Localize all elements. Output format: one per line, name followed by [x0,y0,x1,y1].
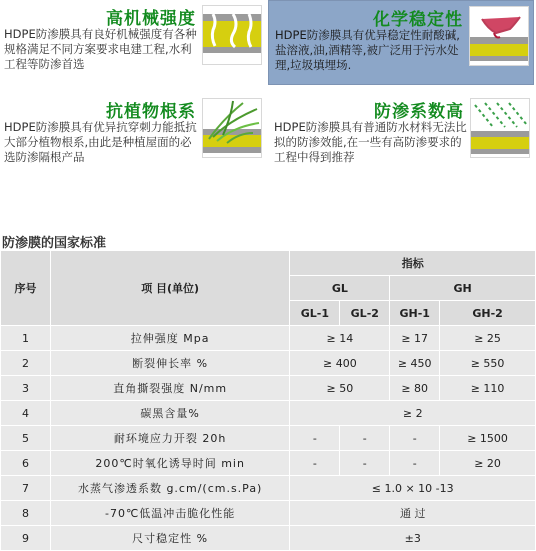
row-no: 1 [1,326,51,351]
feature-title: 防渗系数高 [374,102,464,122]
row-item: -70℃低温冲击脆化性能 [50,501,290,526]
table-row [1,401,536,426]
row-value-gl2: - [340,426,390,451]
feature-title: 化学稳定性 [373,10,463,30]
national-standard-table [0,250,536,551]
row-value-all: 通 过 [290,501,536,526]
row-value-all: ≥ 2 [290,401,536,426]
row-no: 5 [1,426,51,451]
row-no: 6 [1,451,51,476]
row-item: 尺寸稳定性 % [50,526,290,551]
section-title: 防渗膜的国家标准 [2,236,107,251]
feature-chemical-stability [268,0,534,85]
table-row [1,351,536,376]
row-value-gh1: ≥ 17 [390,326,440,351]
row-value-gl: ≥ 50 [290,376,390,401]
feature-desc: HDPE防渗膜具有优异稳定性耐酸碱,盐溶液,油,酒精等,被广泛用于污水处理,垃圾填埋场. [275,28,460,72]
row-value-gh1: - [390,451,440,476]
feature-desc: HDPE防渗膜具有良好机械强度有各种规格满足不同方案要求电建工程,水利工程等防渗首选 [4,27,197,71]
row-no: 3 [1,376,51,401]
row-value-gh1: ≥ 80 [390,376,440,401]
row-value-gl: ≥ 400 [290,351,390,376]
feature-title: 高机械强度 [106,9,196,29]
row-value-gh2: ≥ 1500 [440,426,536,451]
header-gl: GL [290,276,390,301]
row-value-gh2: ≥ 550 [440,351,536,376]
row-item: 直角撕裂强度 N/mm [50,376,290,401]
feature-desc: HDPE防渗膜具有优异抗穿刺力能抵抗大部分植物根系,由此是种植屋面的必选防渗隔根产品 [4,120,197,164]
table-row [1,426,536,451]
header-no: 序号 [1,251,51,326]
row-value-gh1: - [390,426,440,451]
header-gl1: GL-1 [290,301,340,326]
row-item: 水蒸气渗透系数 g.cm/(cm.s.Pa) [50,476,290,501]
header-gh1: GH-1 [390,301,440,326]
row-item: 拉伸强度 Mpa [50,326,290,351]
feature-root-resistance [0,93,266,178]
row-no: 8 [1,501,51,526]
row-item: 200℃时氧化诱导时间 min [50,451,290,476]
row-value-gh2: ≥ 20 [440,451,536,476]
feature-high-strength [0,0,266,85]
header-gh: GH [390,276,536,301]
row-item: 断裂伸长率 % [50,351,290,376]
table-row [1,376,536,401]
header-row [1,251,536,276]
row-value-all: ≤ 1.0 × 10 -13 [290,476,536,501]
root-icon [202,98,262,158]
row-value-gl1: - [290,451,340,476]
row-no: 2 [1,351,51,376]
row-no: 4 [1,401,51,426]
row-value-gh1: ≥ 450 [390,351,440,376]
header-index: 指标 [290,251,536,276]
seepage-icon [470,98,530,158]
header-gh2: GH-2 [440,301,536,326]
strength-icon [202,5,262,65]
row-item: 碳黑含量% [50,401,290,426]
feature-high-seepage-coefficient [268,93,534,178]
feature-desc: HDPE防渗膜具有普通防水材料无法比拟的防渗效能,在一些有高防渗要求的工程中得到推荐 [274,120,467,164]
row-value-gl1: - [290,426,340,451]
row-value-all: ±3 [290,526,536,551]
header-gl2: GL-2 [340,301,390,326]
header-item: 项 目(单位) [50,251,290,326]
row-value-gl: ≥ 14 [290,326,390,351]
table-row [1,526,536,551]
row-value-gh2: ≥ 25 [440,326,536,351]
table-row [1,326,536,351]
row-no: 7 [1,476,51,501]
table-row [1,451,536,476]
row-no: 9 [1,526,51,551]
row-value-gh2: ≥ 110 [440,376,536,401]
row-item: 耐环境应力开裂 20h [50,426,290,451]
table-row [1,501,536,526]
row-value-gl2: - [340,451,390,476]
feature-title: 抗植物根系 [106,102,196,122]
chemical-icon [469,6,529,66]
table-row [1,476,536,501]
